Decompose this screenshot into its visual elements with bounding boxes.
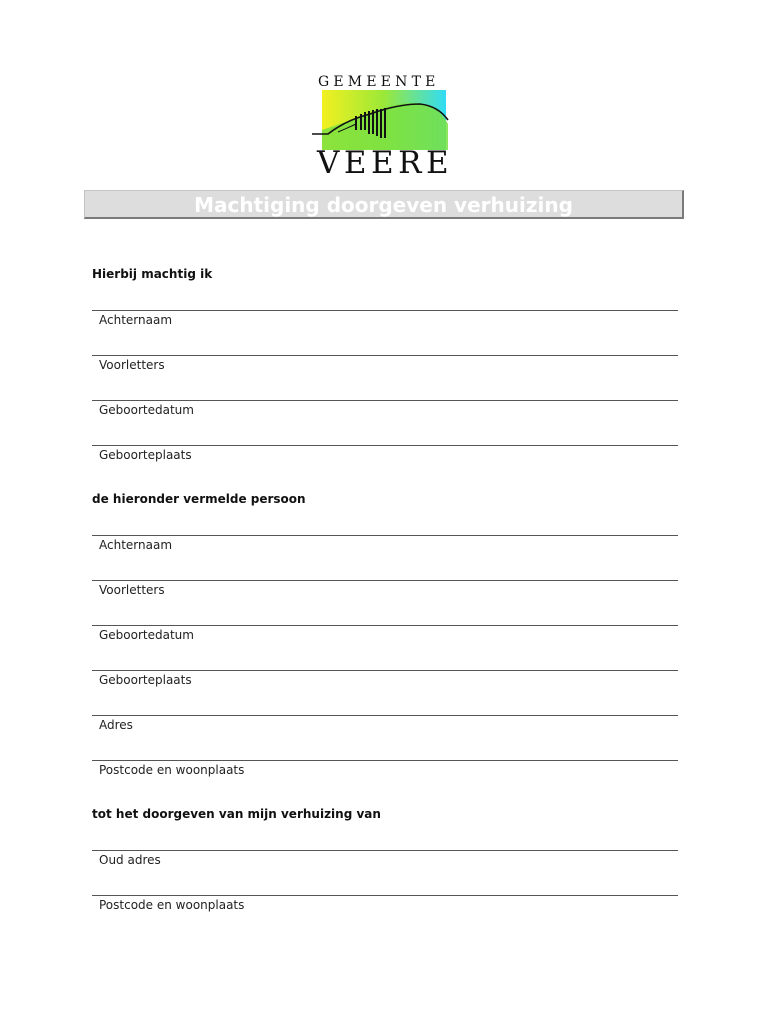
field-achternaam-authorized[interactable] [92,535,678,557]
field-label: Geboorteplaats [99,673,192,687]
field-label: Achternaam [99,538,173,552]
input-line [92,670,678,671]
field-geboorteplaats[interactable] [92,445,678,467]
input-line [92,625,678,626]
input-line [92,580,678,581]
field-label: Adres [99,718,133,732]
field-postcode-woonplaats-old[interactable] [92,895,678,917]
field-geboortedatum-authorized[interactable] [92,625,678,647]
gemeente-veere-logo [312,72,462,180]
field-label: Voorletters [99,583,165,597]
input-line [92,715,678,716]
field-label: Postcode en woonplaats [99,763,245,777]
field-label: Oud adres [99,853,161,867]
section-heading-old-address: tot het doorgeven van mijn verhuizing van [92,807,381,821]
field-oud-adres[interactable] [92,850,678,872]
input-line [92,400,678,401]
field-achternaam[interactable] [92,310,678,332]
field-voorletters[interactable] [92,355,678,377]
section-heading-authorized-person: de hieronder vermelde persoon [92,492,306,506]
field-label: Geboortedatum [99,628,194,642]
field-postcode-woonplaats-authorized[interactable] [92,760,678,782]
input-line [92,310,678,311]
field-label: Achternaam [99,313,173,327]
section-heading-authorizer: Hierbij machtig ik [92,267,213,281]
field-adres-authorized[interactable] [92,715,678,737]
input-line [92,355,678,356]
input-line [92,850,678,851]
field-label: Geboorteplaats [99,448,192,462]
field-geboorteplaats-authorized[interactable] [92,670,678,692]
input-line [92,895,678,896]
logo-bottom-text: VEERE [317,145,454,181]
form-title: Machtiging doorgeven verhuizing [194,193,573,217]
field-label: Voorletters [99,358,165,372]
logo-top-text: GEMEENTE [318,74,440,90]
input-line [92,445,678,446]
field-geboortedatum[interactable] [92,400,678,422]
input-line [92,760,678,761]
input-line [92,535,678,536]
field-voorletters-authorized[interactable] [92,580,678,602]
field-label: Geboortedatum [99,403,194,417]
field-label: Postcode en woonplaats [99,898,245,912]
form-title-bar [84,190,684,219]
